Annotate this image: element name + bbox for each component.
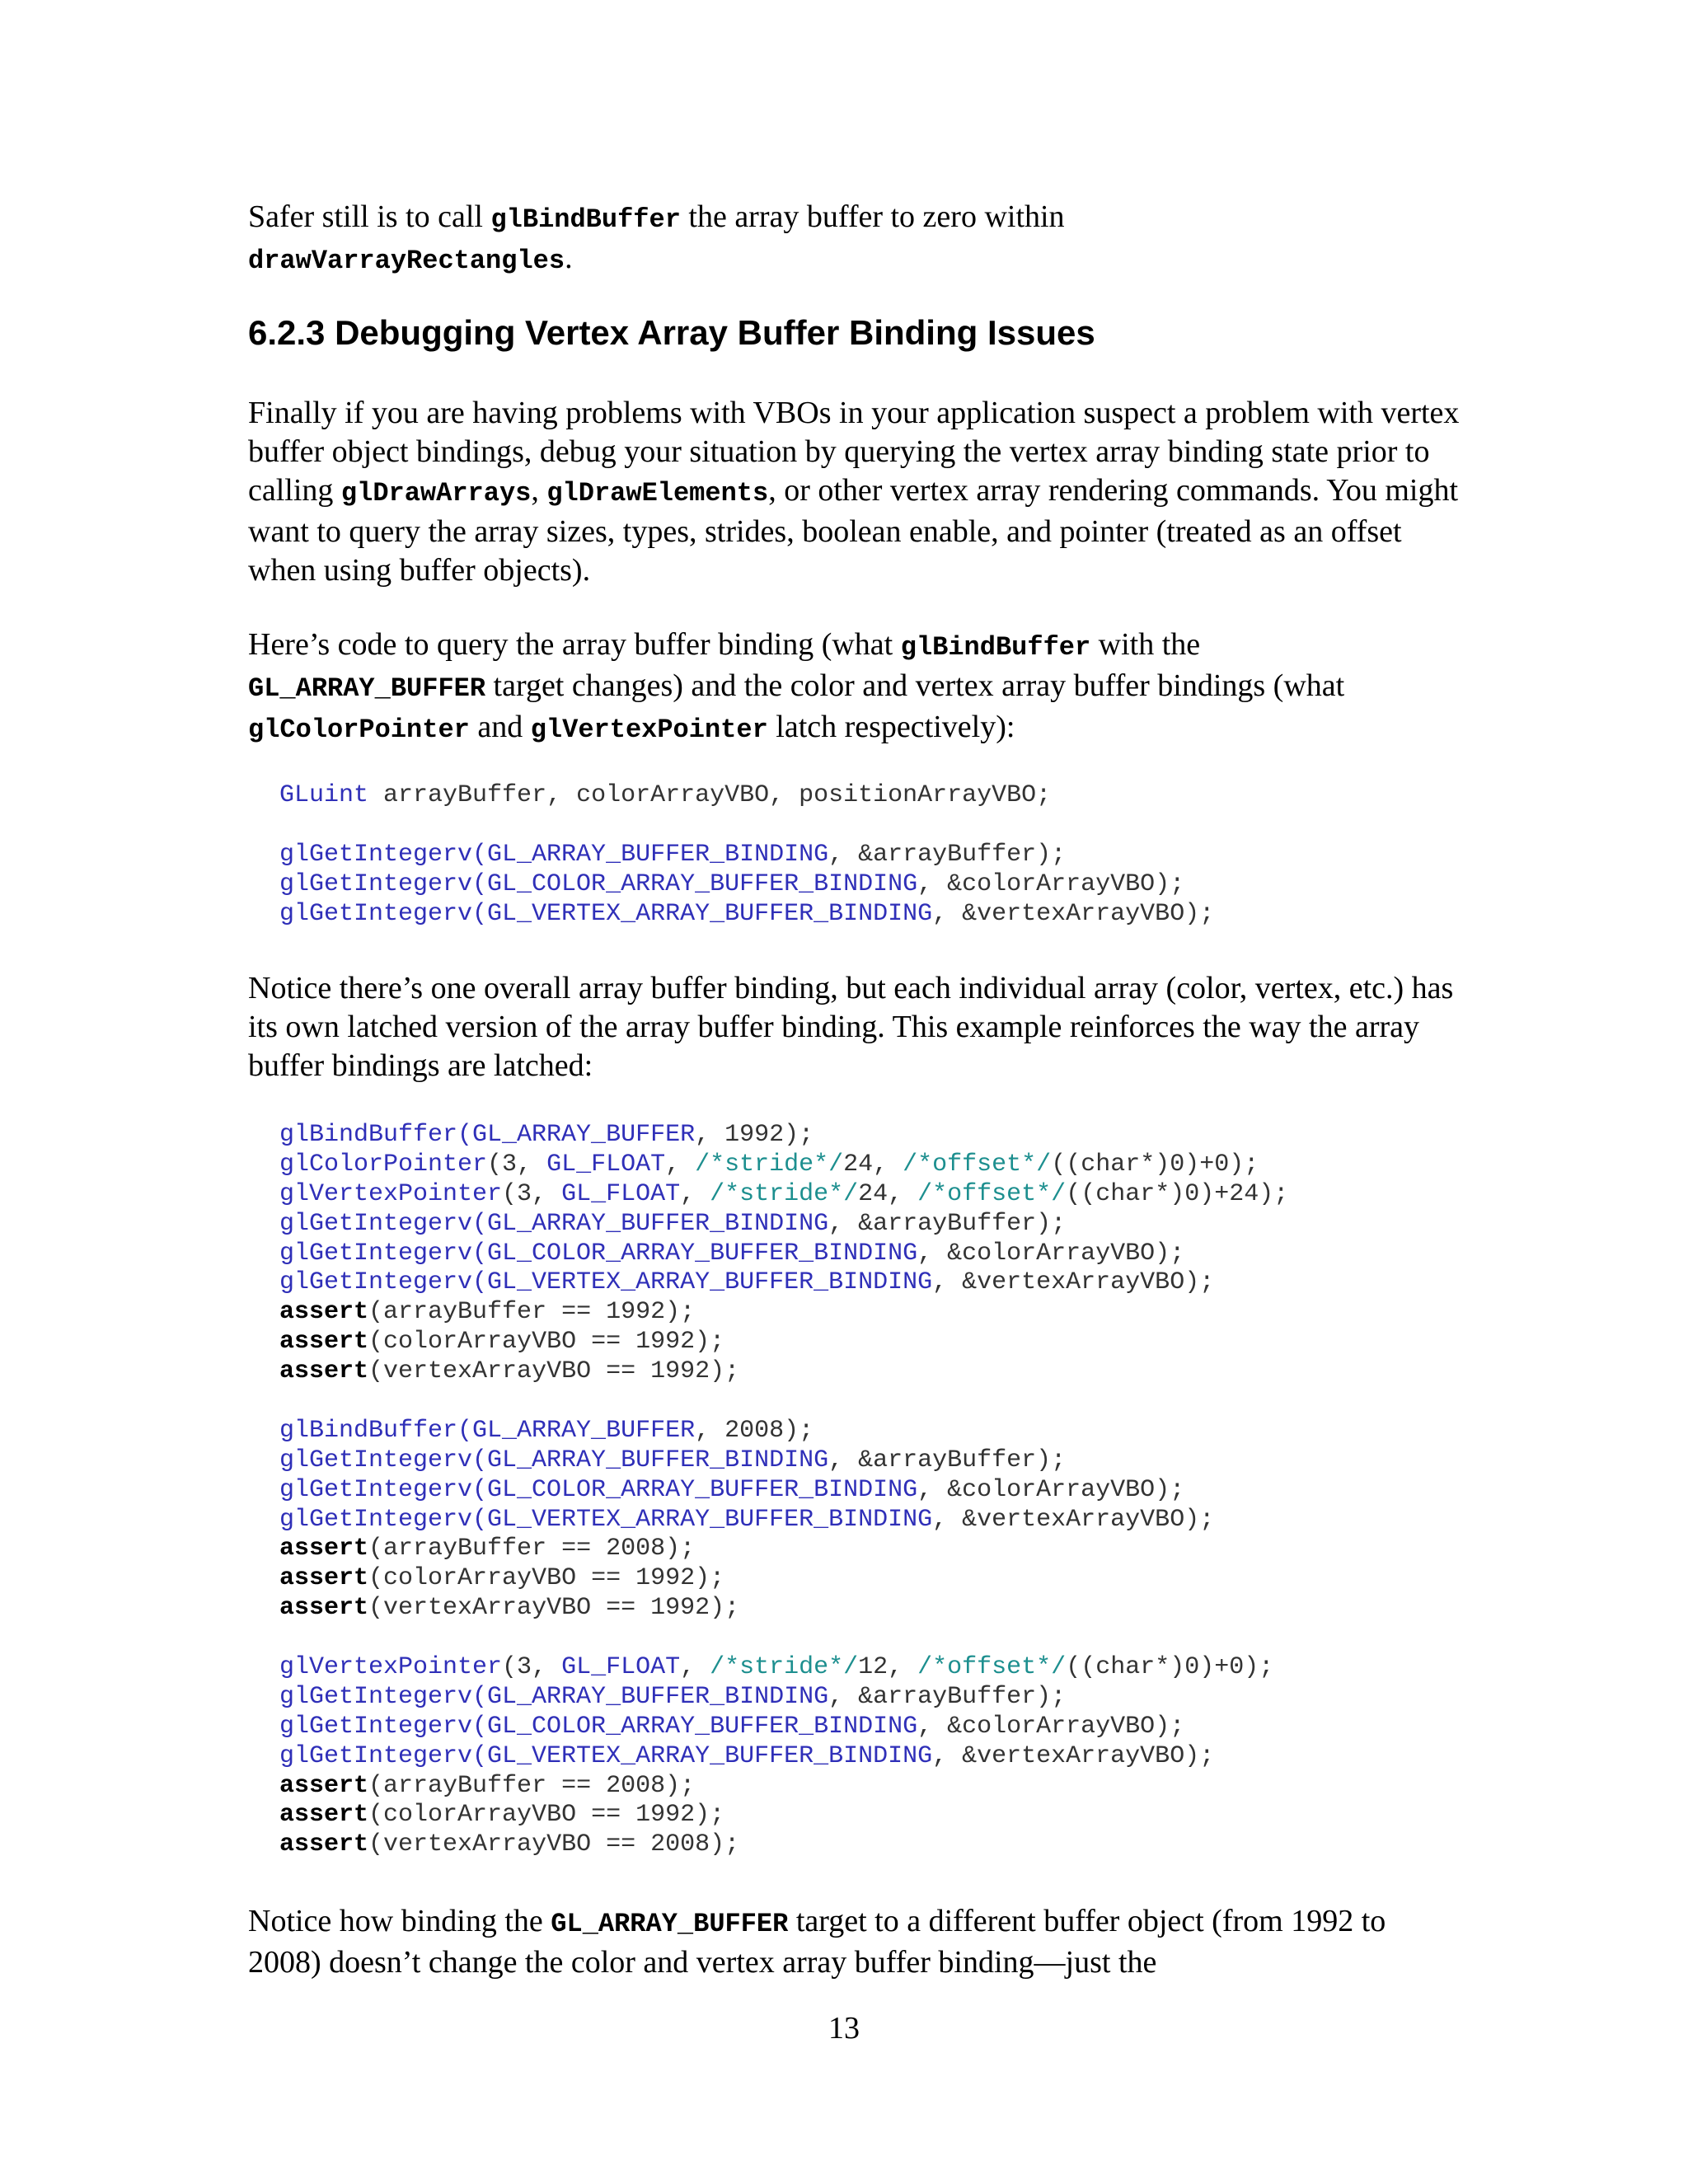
page-number: 13 xyxy=(828,2011,860,2046)
code-line xyxy=(279,1506,1288,1535)
code-token: , &vertexArrayVBO); xyxy=(932,1505,1215,1534)
code-token: , xyxy=(680,1653,710,1682)
code-token: , &arrayBuffer); xyxy=(828,1682,1067,1711)
code-token: /*stride*/ xyxy=(710,1179,859,1208)
code-line xyxy=(279,1594,1288,1624)
section-heading: 6.2.3 Debugging Vertex Array Buffer Binding Issues xyxy=(248,313,1095,352)
code-token: (colorArrayVBO == 1992); xyxy=(368,1801,725,1830)
code-token: glVertexPointer xyxy=(279,1653,503,1682)
inline-code-GL_ARRAY_BUFFER-2: GL_ARRAY_BUFFER xyxy=(551,1909,789,1939)
code-token: GL_FLOAT xyxy=(546,1150,666,1179)
inline-code-GL_ARRAY_BUFFER: GL_ARRAY_BUFFER xyxy=(248,673,486,704)
code-token: , 1992); xyxy=(695,1121,814,1149)
code-line xyxy=(279,841,1214,870)
code-token: assert xyxy=(279,1564,369,1593)
inline-code-glVertexPointer: glVertexPointer xyxy=(530,715,768,745)
paragraph-conclusion xyxy=(248,1902,1460,1982)
para2-text-4: and xyxy=(469,710,531,744)
paragraph-query-code xyxy=(248,626,1460,749)
code-token: (colorArrayVBO == 1992); xyxy=(368,1328,725,1357)
code-line xyxy=(279,1535,1288,1564)
code-token: arrayBuffer, colorArrayVBO, positionArrayVBO; xyxy=(368,781,1052,809)
code-token: , &vertexArrayVBO); xyxy=(932,1268,1215,1297)
code-token: assert xyxy=(279,1771,369,1800)
inline-code-glBindBuffer: glBindBuffer xyxy=(490,204,681,235)
para1-text-2: , xyxy=(531,473,547,508)
code-token: , xyxy=(680,1179,710,1208)
para1-text-3: , or other vertex array rendering commands. You might want to query the array sizes, types, strides, boolean enable, and pointer (treated as an offset when using buffer objects). xyxy=(248,473,1459,588)
code-token: (3, xyxy=(502,1653,562,1682)
code-token: (vertexArrayVBO == 2008); xyxy=(368,1830,740,1859)
code-token: , &colorArrayVBO); xyxy=(917,1475,1185,1504)
para2-text-5: latch respectively): xyxy=(767,710,1015,744)
code-line xyxy=(279,811,1214,841)
code-token: assert xyxy=(279,1594,369,1623)
intro-text-1: Safer still is to call xyxy=(248,199,491,234)
code-line xyxy=(279,1772,1288,1802)
code-line xyxy=(279,1210,1288,1240)
code-token: glBindBuffer(GL_ARRAY_BUFFER xyxy=(279,1121,696,1149)
code-line xyxy=(279,1624,1288,1653)
code-token: (arrayBuffer == 2008); xyxy=(368,1771,696,1800)
code-token: , &vertexArrayVBO); xyxy=(932,1741,1215,1770)
code-token: glGetIntegerv(GL_COLOR_ARRAY_BUFFER_BINDING xyxy=(279,1239,918,1268)
code-line xyxy=(279,781,1214,811)
intro-text-2: the array buffer to zero within xyxy=(680,199,1065,234)
code-line xyxy=(279,900,1214,930)
code-token: assert xyxy=(279,1830,369,1859)
para4-text-1: Notice how binding the xyxy=(248,1904,551,1938)
code-token: glGetIntegerv(GL_COLOR_ARRAY_BUFFER_BINDING xyxy=(279,1712,918,1741)
code-token: assert xyxy=(279,1535,369,1563)
code-token: 24, xyxy=(858,1179,918,1208)
code-token: GLuint xyxy=(279,781,369,809)
paragraph-latched-bindings: Notice there’s one overall array buffer binding, but each individual array (color, vertex, etc.) has its own latched version of the array buffer binding. This example reinforces the way the array buffer bindings are latched: xyxy=(248,971,1454,1083)
code-token: /*offset*/ xyxy=(903,1150,1052,1179)
para2-text-1: Here’s code to query the array buffer binding (what xyxy=(248,627,901,662)
code-token: glGetIntegerv(GL_VERTEX_ARRAY_BUFFER_BINDING xyxy=(279,1741,933,1770)
code-token: glBindBuffer(GL_ARRAY_BUFFER xyxy=(279,1416,696,1445)
para2-text-3: target changes) and the color and vertex array buffer bindings (what xyxy=(485,668,1345,703)
code-token: 24, xyxy=(843,1150,903,1179)
code-token: glGetIntegerv(GL_COLOR_ARRAY_BUFFER_BINDING xyxy=(279,869,918,898)
code-token: , &colorArrayVBO); xyxy=(917,1239,1185,1268)
code-token: /*offset*/ xyxy=(917,1179,1067,1208)
code-token: , &arrayBuffer); xyxy=(828,840,1067,869)
code-token: , &colorArrayVBO); xyxy=(917,1712,1185,1741)
code-line xyxy=(279,1713,1288,1742)
code-line xyxy=(279,1387,1288,1417)
inline-code-glColorPointer: glColorPointer xyxy=(248,715,470,745)
code-line xyxy=(279,1476,1288,1506)
code-line xyxy=(279,1298,1288,1328)
code-token: /*stride*/ xyxy=(695,1150,844,1179)
code-line xyxy=(279,870,1214,900)
inline-code-glDrawElements: glDrawElements xyxy=(546,478,769,509)
paragraph-debugging xyxy=(248,394,1460,590)
code-token: glGetIntegerv(GL_ARRAY_BUFFER_BINDING xyxy=(279,1682,829,1711)
code-line xyxy=(279,1240,1288,1269)
code-line xyxy=(279,1268,1288,1298)
code-line xyxy=(279,1653,1288,1683)
inline-code-drawVarrayRectangles: drawVarrayRectangles xyxy=(248,246,565,276)
code-token: glGetIntegerv(GL_ARRAY_BUFFER_BINDING xyxy=(279,1209,829,1238)
intro-paragraph xyxy=(248,198,1460,280)
code-token: , &colorArrayVBO); xyxy=(917,869,1185,898)
code-token: GL_FLOAT xyxy=(561,1653,681,1682)
code-line xyxy=(279,1742,1288,1772)
code-line xyxy=(279,1830,1288,1860)
code-token: , xyxy=(665,1150,696,1179)
code-token: GL_FLOAT xyxy=(561,1179,681,1208)
code-token: , &vertexArrayVBO); xyxy=(932,899,1215,928)
code-token: (arrayBuffer == 1992); xyxy=(368,1298,696,1327)
code-token: assert xyxy=(279,1801,369,1830)
code-line xyxy=(279,1564,1288,1594)
para2-text-2: with the xyxy=(1090,627,1201,662)
inline-code-glBindBuffer-2: glBindBuffer xyxy=(900,632,1091,663)
code-token: (vertexArrayVBO == 1992); xyxy=(368,1594,740,1623)
code-token: , 2008); xyxy=(695,1416,814,1445)
code-line xyxy=(279,1357,1288,1387)
code-line xyxy=(279,1328,1288,1357)
code-token: glVertexPointer xyxy=(279,1179,503,1208)
para1-text-1: Finally if you are having problems with VBOs in your application suspect a problem with vertex buffer object bindings, debug your situation by querying the vertex array binding state prior to calling xyxy=(248,396,1460,508)
code-line xyxy=(279,1151,1288,1180)
code-token: /*stride*/ xyxy=(710,1653,859,1682)
code-token: glGetIntegerv(GL_ARRAY_BUFFER_BINDING xyxy=(279,840,829,869)
code-token: (3, xyxy=(502,1179,562,1208)
code-line xyxy=(279,1180,1288,1210)
code-token: ((char*)0)+24); xyxy=(1066,1179,1289,1208)
inline-code-glDrawArrays: glDrawArrays xyxy=(340,478,532,509)
code-token: glGetIntegerv(GL_VERTEX_ARRAY_BUFFER_BINDING xyxy=(279,1505,933,1534)
code-line xyxy=(279,1446,1288,1476)
code-token: (colorArrayVBO == 1992); xyxy=(368,1564,725,1593)
intro-text-3: . xyxy=(565,241,573,275)
code-token: (vertexArrayVBO == 1992); xyxy=(368,1357,740,1386)
code-token: glGetIntegerv(GL_COLOR_ARRAY_BUFFER_BINDING xyxy=(279,1475,918,1504)
code-token: , &arrayBuffer); xyxy=(828,1446,1067,1474)
code-token: ((char*)0)+0); xyxy=(1066,1653,1274,1682)
para4-text-2: target to a different buffer object (from 1992 to 2008) doesn’t change the color and vertex array buffer binding—just the xyxy=(248,1904,1386,1980)
code-token: 12, xyxy=(858,1653,918,1682)
code-line xyxy=(279,1683,1288,1713)
code-token: glGetIntegerv(GL_ARRAY_BUFFER_BINDING xyxy=(279,1446,829,1474)
code-token: /*offset*/ xyxy=(917,1653,1067,1682)
code-token: (3, xyxy=(487,1150,547,1179)
code-token: glColorPointer xyxy=(279,1150,488,1179)
code-token: (arrayBuffer == 2008); xyxy=(368,1535,696,1563)
code-token: ((char*)0)+0); xyxy=(1051,1150,1259,1179)
code-line xyxy=(279,1121,1288,1151)
code-token: assert xyxy=(279,1357,369,1386)
code-token: glGetIntegerv(GL_VERTEX_ARRAY_BUFFER_BINDING xyxy=(279,1268,933,1297)
code-token: assert xyxy=(279,1328,369,1357)
code-block-latching-example xyxy=(279,1121,1288,1860)
code-line xyxy=(279,1801,1288,1830)
code-token: , &arrayBuffer); xyxy=(828,1209,1067,1238)
code-token: glGetIntegerv(GL_VERTEX_ARRAY_BUFFER_BINDING xyxy=(279,899,933,928)
code-line xyxy=(279,1417,1288,1446)
code-token: assert xyxy=(279,1298,369,1327)
code-block-query xyxy=(279,781,1214,929)
